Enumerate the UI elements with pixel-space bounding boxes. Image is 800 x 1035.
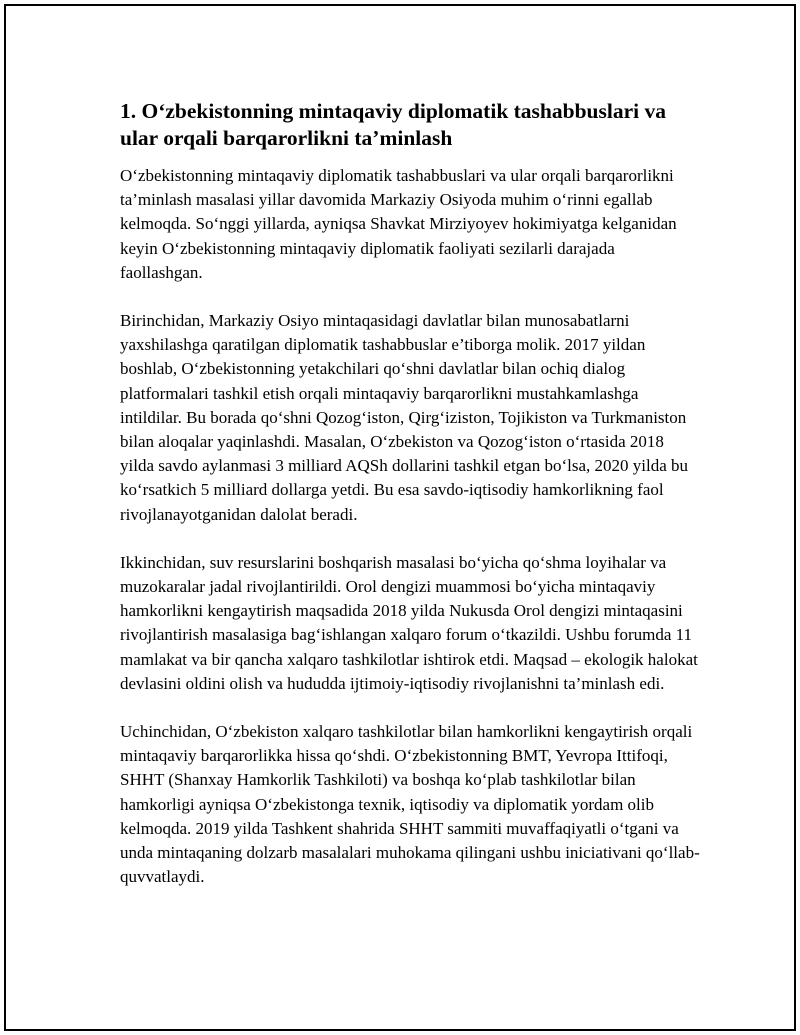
paragraph-third: Uchinchidan, O‘zbekiston xalqaro tashkilotlar bilan hamkorlikni kengaytirish orqali mintaqaviy barqarorlikka hissa qo‘shdi. O‘zbekistonning BMT, Yevropa Ittifoqi, SHHT (Shanxay Hamkorlik Tashkiloti) va boshqa ko‘plab tashkilotlar bilan hamkorligi ayniqsa O‘zbekistonga texnik, iqtisodiy va diplomatik yordam olib kelmoqda. 2019 yilda Tashkent shahrida SHHT sammiti muvaffaqiyatli o‘tgani va unda mintaqaning dolzarb masalalari muhokama qilingani ushbu iniciativani qo‘llab-quvvatlaydi.: [120, 722, 700, 887]
paragraph-second: Ikkinchidan, suv resurslarini boshqarish masalasi bo‘yicha qo‘shma loyihalar va muzokaralar jadal rivojlantirildi. Orol dengizi muammosi bo‘yicha mintaqaviy hamkorlikni kengaytirish maqsadida 2018 yilda Nukusda Orol dengizi mintaqasini rivojlantirish masalasiga bag‘ishlangan xalqaro forum o‘tkazildi. Ushbu forumda 11 mamlakat va bir qancha xalqaro tashkilotlar ishtirok etdi. Maqsad – ekologik halokat devlasini oldini olish va hududda ijtimoiy-iqtisodiy rivojlanishni ta’minlash edi.: [120, 552, 698, 693]
document-body: [120, 98, 700, 913]
page-frame: [4, 4, 796, 1031]
section-title: 1. O‘zbekistonning mintaqaviy diplomatik tashabbuslari va ular orqali barqarorlikni ta’minlash: [120, 99, 666, 150]
paragraph-first: Birinchidan, Markaziy Osiyo mintaqasidagi davlatlar bilan munosabatlarni yaxshilashga qaratilgan diplomatik tashabbuslar e’tiborga molik. 2017 yildan boshlab, O‘zbekistonning yetakchilari qo‘shni davlatlar bilan ochiq dialog platformalari tashkil etish orqali mintaqaviy barqarorlikni mustahkamlashga intildilar. Bu borada qo‘shni Qozog‘iston, Qirg‘iziston, Tojikiston va Turkmaniston bilan aloqalar yaqinlashdi. Masalan, O‘zbekiston va Qozog‘iston o‘rtasida 2018 yilda savdo aylanmasi 3 milliard AQSh dollarini tashkil etgan bo‘lsa, 2020 yilda bu ko‘rsatkich 5 milliard dollarga yetdi. Bu esa savdo-iqtisodiy hamkorlikning faol rivojlanayotganidan dalolat beradi.: [120, 311, 688, 524]
paragraph-intro: O‘zbekistonning mintaqaviy diplomatik tashabbuslari va ular orqali barqarorlikni ta’minlash masalasi yillar davomida Markaziy Osiyoda muhim o‘rinni egallab kelmoqda. So‘nggi yillarda, ayniqsa Shavkat Mirziyoyev hokimiyatga kelganidan keyin O‘zbekistonning mintaqaviy diplomatik faoliyati sezilarli darajada faollashgan.: [120, 166, 677, 282]
